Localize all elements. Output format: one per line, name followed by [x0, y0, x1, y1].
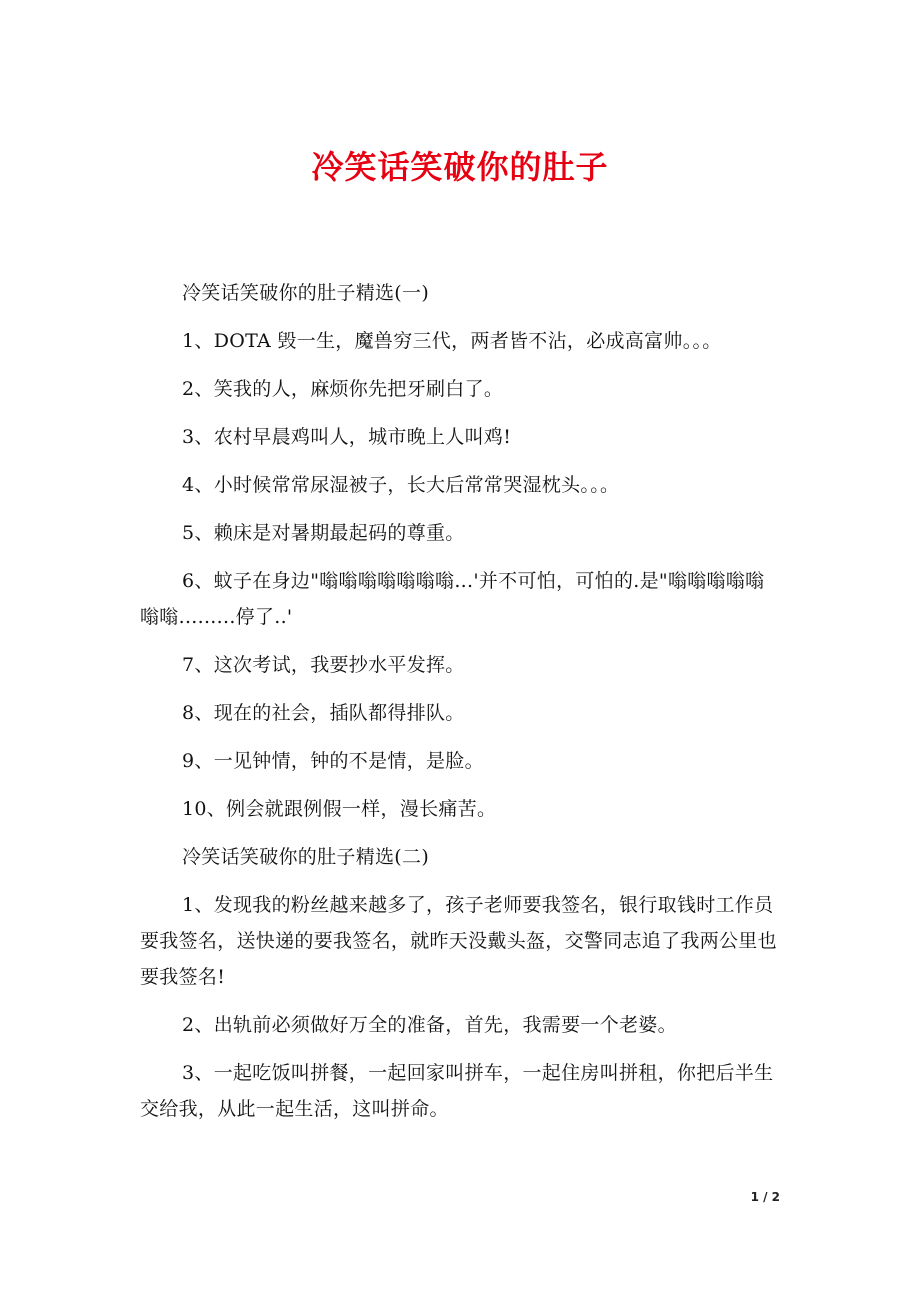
document-body [140, 275, 782, 1139]
paragraph-joke: 2、出轨前必须做好万全的准备，首先，我需要一个老婆。 [182, 1014, 677, 1036]
paragraph-joke: 2、笑我的人，麻烦你先把牙刷白了。 [182, 378, 504, 400]
page-number: 1 / 2 [750, 1190, 780, 1204]
paragraph-joke: 5、赖床是对暑期最起码的尊重。 [182, 522, 465, 544]
paragraph-joke: 6、蚊子在身边"嗡嗡嗡嗡嗡嗡嗡...'并不可怕，可怕的.是"嗡嗡嗡嗡嗡嗡嗡.........停了..' [140, 570, 765, 628]
paragraph-joke: 8、现在的社会，插队都得排队。 [182, 702, 465, 724]
paragraph-joke: 10、例会就跟例假一样，漫长痛苦。 [182, 798, 497, 820]
paragraph-joke: 7、这次考试，我要抄水平发挥。 [182, 654, 465, 676]
paragraph-joke: 9、一见钟情，钟的不是情，是脸。 [182, 750, 484, 772]
paragraph-joke: 3、一起吃饭叫拼餐，一起回家叫拼车，一起住房叫拼租，你把后半生交给我，从此一起生活，这叫拼命。 [140, 1062, 774, 1120]
paragraph-joke: 1、发现我的粉丝越来越多了，孩子老师要我签名，银行取钱时工作员要我签名，送快递的要我签名，就昨天没戴头盔，交警同志追了我两公里也要我签名! [140, 894, 777, 988]
paragraph-joke: 4、小时候常常尿湿被子，长大后常常哭湿枕头。。。 [182, 474, 620, 496]
paragraph-joke: 3、农村早晨鸡叫人，城市晚上人叫鸡! [182, 426, 512, 448]
paragraph-section-heading-1: 冷笑话笑破你的肚子精选(一) [182, 282, 430, 304]
paragraph-joke: 1、DOTA 毁一生，魔兽穷三代，两者皆不沾，必成高富帅。。。 [182, 330, 722, 352]
paragraph-section-heading-2: 冷笑话笑破你的肚子精选(二) [182, 846, 430, 868]
document-title: 冷笑话笑破你的肚子 [311, 148, 609, 186]
